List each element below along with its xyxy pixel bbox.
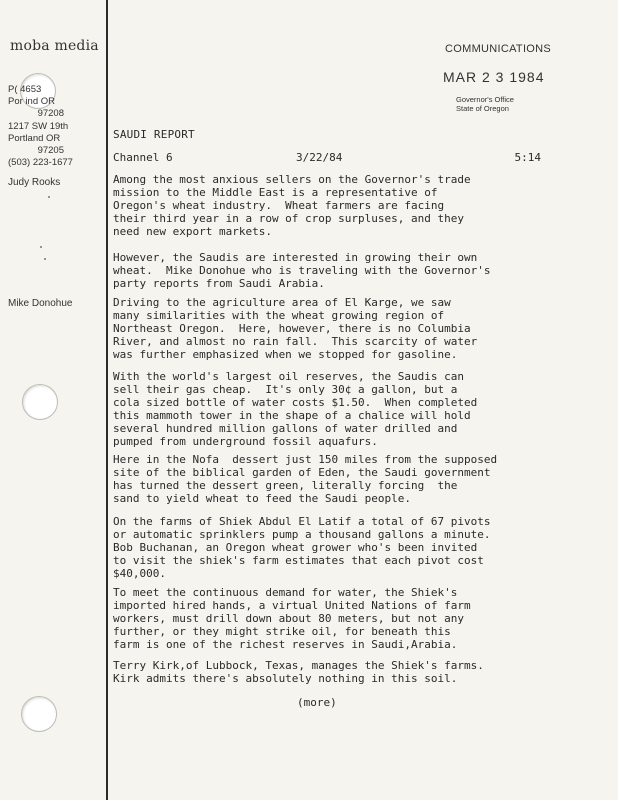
received-stamp-office-line: Governor's Office: [456, 95, 514, 104]
report-duration: 5:14: [514, 151, 541, 164]
address-line: 1217 SW 19th: [8, 121, 69, 132]
body-paragraph: To meet the continuous demand for water, the Shiek's imported hired hands, a virtual United Nations of farm workers, must drill down about 80 meters, but not any further, or they might strike oil, for beneath this farm is one of the richest reserves in Saudi,Arabia.: [113, 586, 471, 651]
received-stamp-date: MAR 2 3 1984: [443, 69, 545, 85]
punch-hole: [21, 696, 57, 732]
body-paragraph: Terry Kirk,of Lubbock, Texas, manages the Shiek's farms. Kirk admits there's absolutely nothing in this soil.: [113, 659, 484, 685]
body-paragraph: With the world's largest oil reserves, the Saudis can sell their gas cheap. It's only 30¢ a gallon, but a cola sized bottle of water costs $1.50. When completed this mammoth tower in the shape of a chalice will hold several hundred million gallons of water drilled and pumped from underground fossil aquafurs.: [113, 370, 478, 448]
body-paragraph: Driving to the agriculture area of El Karge, we saw many similarities with the wheat growing region of Northeast Oregon. Here, however, there is no Columbia River, and almost no rain fall. This scarcity of water was further emphasized when we stopped for gasoline.: [113, 296, 478, 361]
report-meta: [113, 151, 541, 165]
address-line: Por ind OR: [8, 96, 55, 107]
scan-speck: [48, 196, 50, 198]
body-paragraph: Here in the Nofa dessert just 150 miles from the supposed site of the biblical garden of Eden, the Saudi government has turned the dessert green, literally forcing the sand to yield wheat to feed the Saudi people.: [113, 453, 498, 505]
letterhead-brand: moba media: [10, 38, 99, 54]
margin-rule: [106, 0, 108, 800]
margin-name-mike: Mike Donohue: [8, 298, 73, 309]
body-paragraph: On the farms of Shiek Abdul El Latif a total of 67 pivots or automatic sprinklers pump a thousand gallons a minute. Bob Buchanan, an Oregon wheat grower who's been invited to visit the shiek's farm estimates that each pivot cost $40,000.: [113, 515, 491, 580]
body-paragraph: Among the most anxious sellers on the Governor's trade mission to the Middle East is a representative of Oregon's wheat industry. Wheat farmers are facing their third year in a row of crop surpluses, and they need new export markets.: [113, 173, 471, 238]
punch-hole: [22, 384, 58, 420]
received-stamp-office-line: State of Oregon: [456, 104, 509, 113]
report-title: SAUDI REPORT: [113, 128, 195, 141]
received-stamp-office: [456, 95, 536, 113]
address-line: Portland OR: [8, 133, 61, 144]
scan-speck: [44, 258, 46, 260]
address-line: 97205: [37, 145, 64, 156]
continuation-marker: (more): [297, 696, 337, 709]
report-channel: Channel 6: [113, 151, 173, 164]
margin-name-judy: Judy Rooks: [8, 177, 61, 188]
body-paragraph: However, the Saudis are interested in growing their own wheat. Mike Donohue who is traveling with the Governor's party reports from Saudi Arabia.: [113, 251, 491, 290]
address-line: P( 4653: [8, 84, 42, 95]
address-line: (503) 223-1677: [8, 157, 73, 168]
received-stamp-department: COMMUNICATIONS: [445, 43, 552, 55]
report-date: 3/22/84: [296, 151, 343, 164]
scan-speck: [40, 246, 42, 248]
address-line: 97208: [37, 108, 64, 119]
